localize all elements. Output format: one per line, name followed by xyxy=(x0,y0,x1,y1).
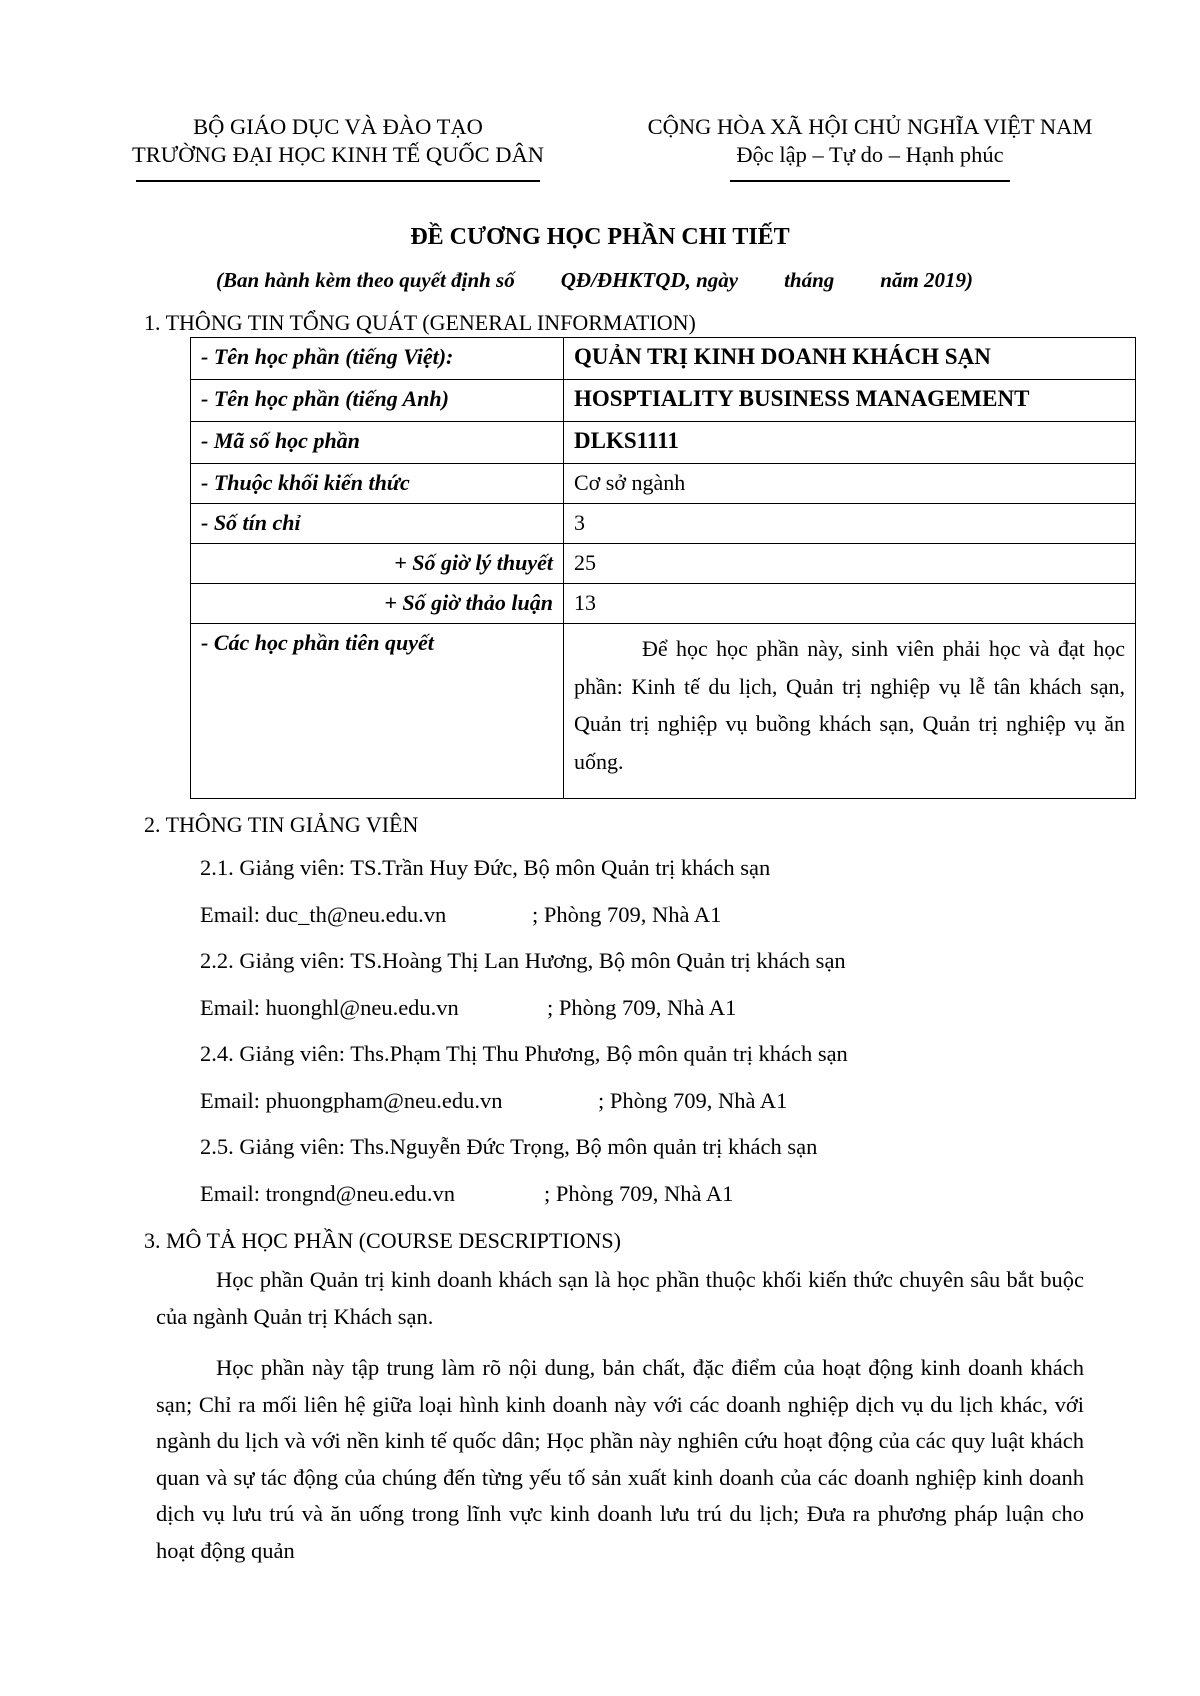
row-label: - Các học phần tiên quyết xyxy=(191,624,564,799)
lecturer-room: ; Phòng 709, Nhà A1 xyxy=(532,902,722,927)
table-row xyxy=(191,464,1136,504)
issuance-note xyxy=(216,268,973,293)
left-header-rule xyxy=(136,180,540,182)
table-row xyxy=(191,504,1136,544)
row-label: - Số tín chỉ xyxy=(191,504,564,544)
lecturer-line: 2.2. Giảng viên: TS.Hoàng Thị Lan Hương, Bộ môn Quản trị khách sạn xyxy=(200,948,846,973)
ministry-name: BỘ GIÁO DỤC VÀ ĐÀO TẠO xyxy=(193,114,483,139)
row-label: + Số giờ thảo luận xyxy=(191,584,564,624)
issuance-note-part1: (Ban hành kèm theo quyết định số xyxy=(216,268,515,292)
section3-heading: 3. MÔ TẢ HỌC PHẦN (COURSE DESCRIPTIONS) xyxy=(144,1228,621,1253)
table-row xyxy=(191,338,1136,380)
lecturer-room: ; Phòng 709, Nhà A1 xyxy=(544,1181,734,1206)
lecturer-line: 2.5. Giảng viên: Ths.Nguyễn Đức Trọng, Bộ môn quản trị khách sạn xyxy=(200,1134,818,1159)
table-row xyxy=(191,422,1136,464)
description-paragraph-1: Học phần Quản trị kinh doanh khách sạn là học phần thuộc khối kiến thức chuyên sâu bắt buộc của ngành Quản trị Khách sạn. xyxy=(156,1267,1084,1329)
document-title: ĐỀ CƯƠNG HỌC PHẦN CHI TIẾT xyxy=(410,224,790,250)
issuance-note-part4: năm 2019) xyxy=(880,268,974,292)
lecturer-email: Email: phuongpham@neu.edu.vn xyxy=(200,1088,503,1113)
table-row xyxy=(191,544,1136,584)
national-motto: Độc lập – Tự do – Hạnh phúc xyxy=(736,142,1004,167)
lecturer-room: ; Phòng 709, Nhà A1 xyxy=(598,1088,788,1113)
row-value: QUẢN TRỊ KINH DOANH KHÁCH SẠN xyxy=(564,338,1136,380)
row-label: - Mã số học phần xyxy=(191,422,564,464)
description-paragraph-2: Học phần này tập trung làm rõ nội dung, bản chất, đặc điểm của hoạt động kinh doanh khách sạn; Chỉ ra mối liên hệ giữa loại hình kinh doanh này với các doanh nghiệp dịch vụ du lịch khác, với ngành du lịch và với nền kinh tế quốc dân; Học phần này nghiên cứu hoạt động của các quy luật khách quan và sự tác động của chúng đến từng yếu tố sản xuất kinh doanh của các doanh nghiệp kinh doanh dịch vụ lưu trú và ăn uống trong lĩnh vực kinh doanh lưu trú du lịch; Đưa ra phương pháp luận cho hoạt động quản xyxy=(156,1355,1084,1563)
row-value: DLKS1111 xyxy=(564,422,1136,464)
row-label: - Tên học phần (tiếng Việt): xyxy=(191,338,564,380)
lecturer-email: Email: duc_th@neu.edu.vn xyxy=(200,902,447,927)
country-name: CỘNG HÒA XÃ HỘI CHỦ NGHĨA VIỆT NAM xyxy=(647,114,1093,139)
row-value xyxy=(564,624,1136,799)
right-header-rule xyxy=(730,180,1010,182)
issuance-note-part3: tháng xyxy=(784,268,835,292)
lecturer-email: Email: huonghl@neu.edu.vn xyxy=(200,995,459,1020)
lecturer-room: ; Phòng 709, Nhà A1 xyxy=(547,995,737,1020)
general-info-table xyxy=(190,337,1136,799)
row-value: 13 xyxy=(564,584,1136,624)
row-value: HOSPTIALITY BUSINESS MANAGEMENT xyxy=(564,380,1136,422)
row-label: + Số giờ lý thuyết xyxy=(191,544,564,584)
lecturer-line: 2.4. Giảng viên: Ths.Phạm Thị Thu Phương, Bộ môn quản trị khách sạn xyxy=(200,1041,848,1066)
row-value: 3 xyxy=(564,504,1136,544)
row-label: - Thuộc khối kiến thức xyxy=(191,464,564,504)
university-name: TRƯỜNG ĐẠI HỌC KINH TẾ QUỐC DÂN xyxy=(131,142,545,167)
prerequisites-text: Để học học phần này, sinh viên phải học và đạt học phần: Kinh tế du lịch, Quản trị nghiệp vụ lễ tân khách sạn, Quản trị nghiệp vụ buồng khách sạn, Quản trị nghiệp vụ ăn uống. xyxy=(574,636,1125,774)
table-row xyxy=(191,380,1136,422)
table-row xyxy=(191,624,1136,799)
lecturer-email: Email: trongnd@neu.edu.vn xyxy=(200,1181,456,1206)
issuance-note-part2: QĐ/ĐHKTQD, ngày xyxy=(560,268,739,292)
row-label: - Tên học phần (tiếng Anh) xyxy=(191,380,564,422)
section2-heading: 2. THÔNG TIN GIẢNG VIÊN xyxy=(144,812,419,837)
table-row xyxy=(191,584,1136,624)
row-value: Cơ sở ngành xyxy=(564,464,1136,504)
lecturer-line: 2.1. Giảng viên: TS.Trần Huy Đức, Bộ môn Quản trị khách sạn xyxy=(200,855,771,880)
section1-heading: 1. THÔNG TIN TỔNG QUÁT (GENERAL INFORMATION) xyxy=(144,310,696,335)
row-value: 25 xyxy=(564,544,1136,584)
